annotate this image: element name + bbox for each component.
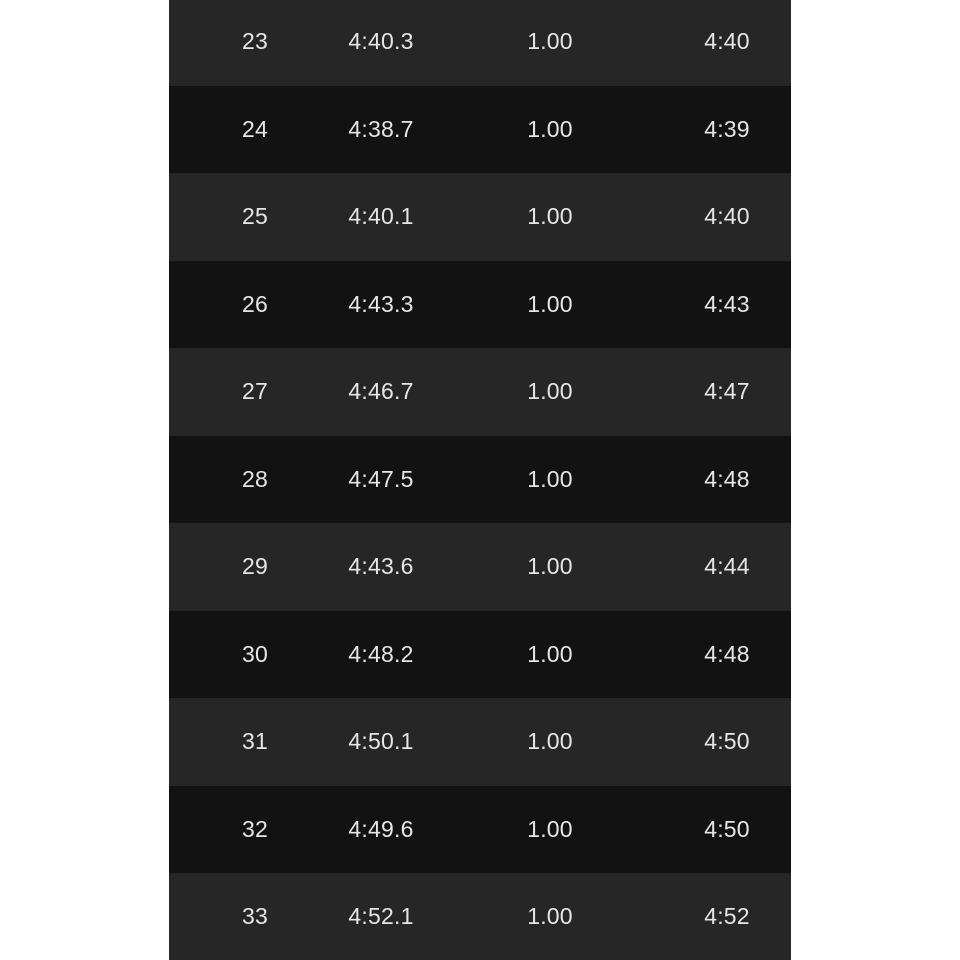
lap-pace: 4:50.1 — [348, 728, 414, 755]
lap-pace: 4:48.2 — [348, 640, 414, 667]
lap-distance: 1.00 — [527, 640, 573, 667]
lap-pace: 4:52.1 — [348, 903, 414, 930]
lap-distance: 1.00 — [527, 28, 573, 55]
table-row[interactable] — [169, 173, 791, 261]
lap-pace: 4:40.1 — [348, 203, 414, 230]
splits-table[interactable] — [169, 0, 791, 960]
lap-time: 4:50 — [704, 728, 750, 755]
lap-pace: 4:43.3 — [348, 290, 414, 317]
lap-distance: 1.00 — [527, 553, 573, 580]
lap-distance: 1.00 — [527, 465, 573, 492]
lap-number: 31 — [242, 728, 268, 755]
lap-distance: 1.00 — [527, 903, 573, 930]
lap-pace: 4:47.5 — [348, 465, 414, 492]
lap-pace: 4:43.6 — [348, 553, 414, 580]
table-row[interactable] — [169, 0, 791, 86]
app-screen — [169, 0, 791, 960]
lap-distance: 1.00 — [527, 728, 573, 755]
table-row[interactable] — [169, 873, 791, 960]
table-row[interactable] — [169, 348, 791, 436]
lap-pace: 4:46.7 — [348, 378, 414, 405]
table-row[interactable] — [169, 86, 791, 174]
lap-number: 32 — [242, 815, 268, 842]
lap-number: 33 — [242, 903, 268, 930]
lap-distance: 1.00 — [527, 290, 573, 317]
table-row[interactable] — [169, 786, 791, 874]
lap-number: 24 — [242, 115, 268, 142]
lap-distance: 1.00 — [527, 378, 573, 405]
lap-distance: 1.00 — [527, 203, 573, 230]
table-row[interactable] — [169, 436, 791, 524]
lap-number: 28 — [242, 465, 268, 492]
lap-time: 4:44 — [704, 553, 750, 580]
table-row[interactable] — [169, 261, 791, 349]
lap-time: 4:47 — [704, 378, 750, 405]
lap-distance: 1.00 — [527, 115, 573, 142]
lap-time: 4:48 — [704, 640, 750, 667]
lap-time: 4:48 — [704, 465, 750, 492]
lap-pace: 4:40.3 — [348, 28, 414, 55]
lap-time: 4:50 — [704, 815, 750, 842]
lap-number: 25 — [242, 203, 268, 230]
lap-number: 26 — [242, 290, 268, 317]
lap-number: 30 — [242, 640, 268, 667]
lap-distance: 1.00 — [527, 815, 573, 842]
table-row[interactable] — [169, 698, 791, 786]
lap-time: 4:39 — [704, 115, 750, 142]
lap-time: 4:40 — [704, 28, 750, 55]
lap-pace: 4:49.6 — [348, 815, 414, 842]
lap-number: 27 — [242, 378, 268, 405]
lap-number: 29 — [242, 553, 268, 580]
lap-time: 4:40 — [704, 203, 750, 230]
table-row[interactable] — [169, 611, 791, 699]
table-row[interactable] — [169, 523, 791, 611]
lap-pace: 4:38.7 — [348, 115, 414, 142]
lap-time: 4:52 — [704, 903, 750, 930]
lap-number: 23 — [242, 28, 268, 55]
lap-time: 4:43 — [704, 290, 750, 317]
